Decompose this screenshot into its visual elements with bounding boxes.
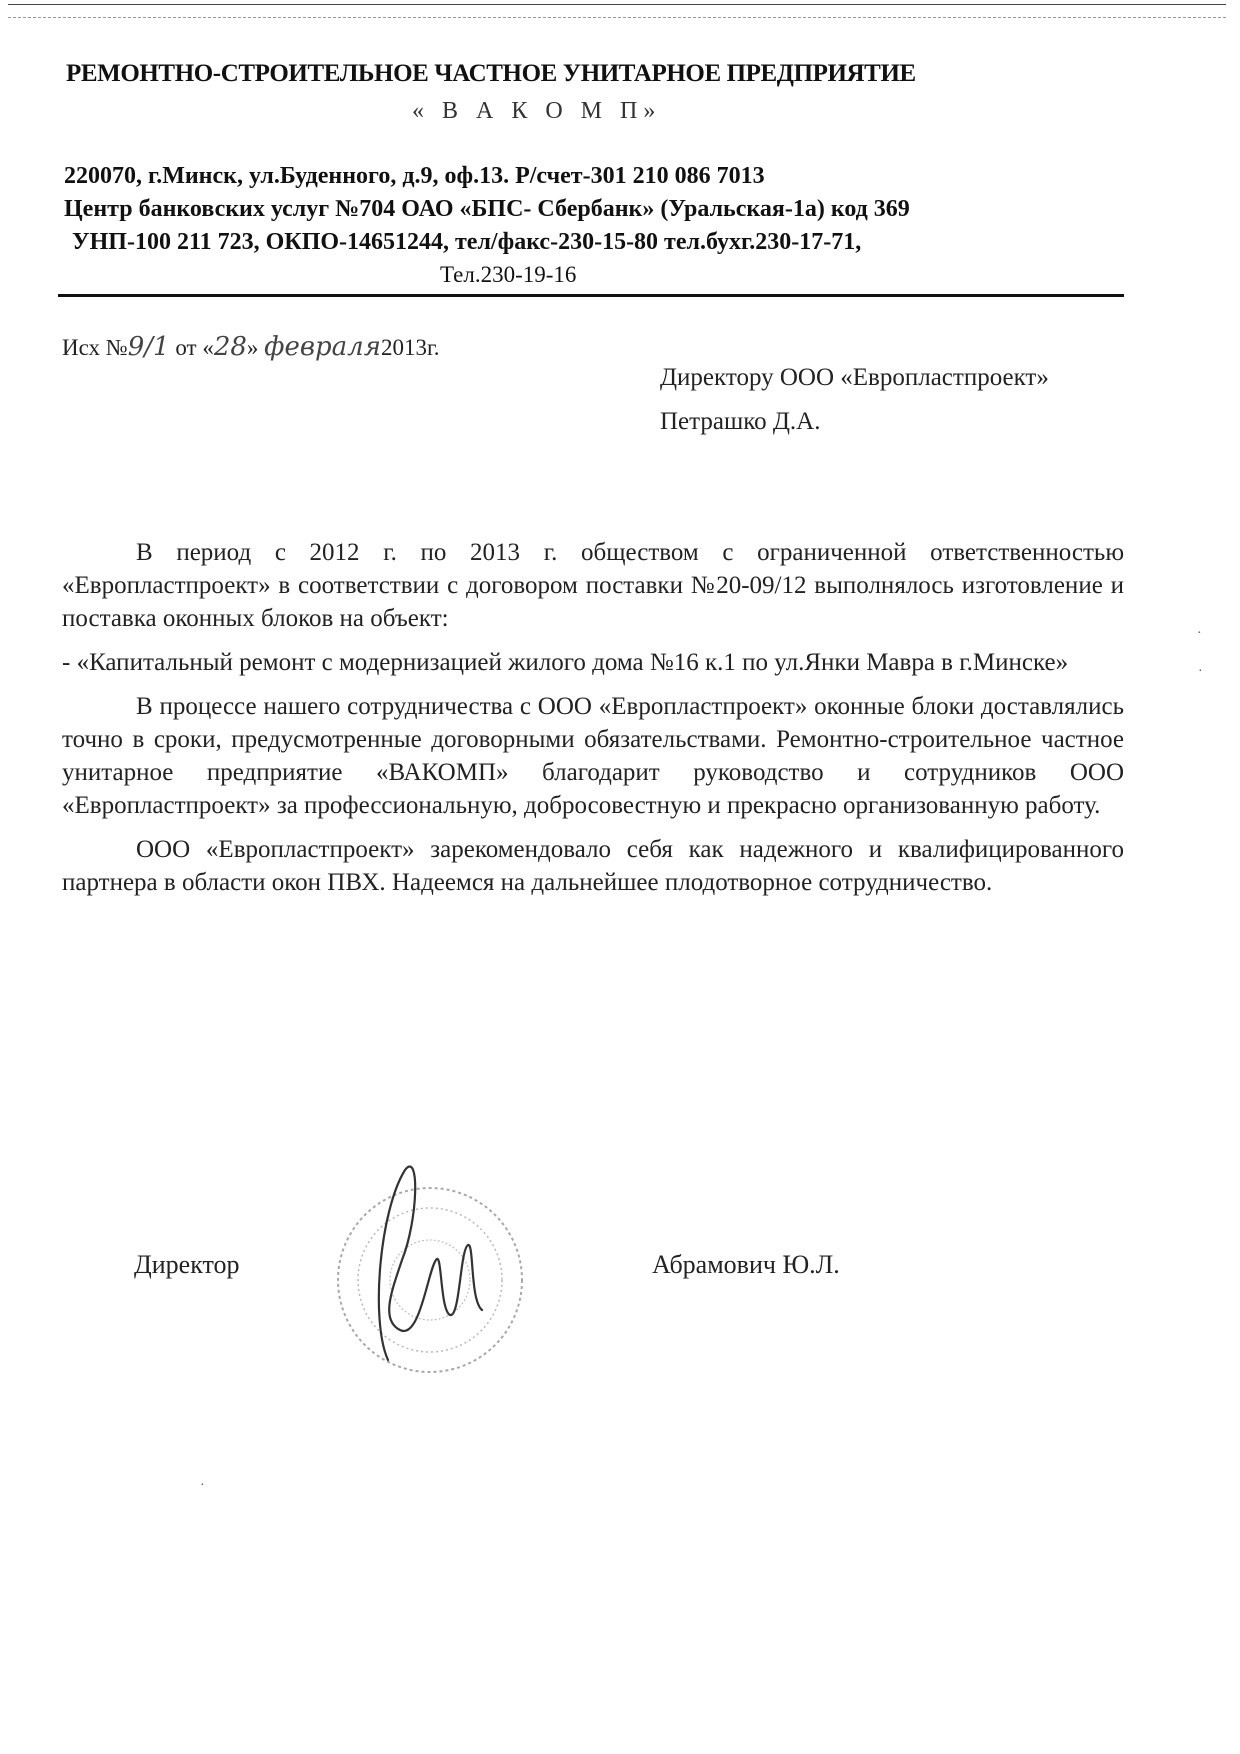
scan-speck: · — [1197, 626, 1202, 641]
signature-name: Абрамович Ю.Л. — [652, 1250, 840, 1279]
company-brand: « В А К О М П» — [412, 98, 662, 124]
ref-month: февраля — [264, 332, 381, 362]
ref-number: 9/1 — [127, 332, 170, 362]
ref-from: от — [175, 335, 197, 360]
ref-day: 28 — [213, 332, 247, 362]
signature-title: Директор — [134, 1250, 240, 1279]
scan-speck: · — [200, 1478, 205, 1493]
paragraph-3: В процессе нашего сотрудничества с ООО «Европластпроект» оконные блоки доставлялись точно в сроки, предусмотренные договорными обязательствами. Ремонтно-строительное частное унитарное предприятие «ВАКОМП» благодарит руководство и сотрудников ООО «Европластпроект» за профессиональную, добросовестную и прекрасно организованную работу. — [62, 693, 1124, 819]
paragraph-2: - «Капитальный ремонт с модернизацией жилого дома №16 к.1 по ул.Янки Мавра в г.Минске» — [62, 649, 1069, 676]
ref-quote-close: » — [246, 335, 259, 360]
ref-quote-open: « — [202, 335, 214, 360]
top-scan-line-dashed — [8, 17, 1226, 18]
addressee-line-1: Директору ООО «Европластпроект» — [660, 364, 1049, 391]
ref-year: 2013г. — [380, 335, 440, 360]
stamp-and-signature — [310, 1150, 550, 1390]
scan-speck: · — [1198, 664, 1203, 679]
ref-prefix: Исх № — [62, 335, 128, 360]
top-scan-line — [8, 4, 1226, 5]
address-line-4: Тел.230-19-16 — [440, 262, 577, 287]
address-line-2: Центр банковских услуг №704 ОАО «БПС- Сбербанк» (Уральская-1а) код 369 — [64, 196, 910, 222]
round-seal-icon — [310, 1150, 550, 1390]
letter-body — [62, 536, 1124, 899]
paragraph-4: ООО «Европластпроект» зарекомендовало себя как надежного и квалифицированного партнера в области окон ПВХ. Надеемся на дальнейшее плодотворное сотрудничество. — [62, 836, 1124, 896]
header-divider — [58, 294, 1124, 297]
company-name: РЕМОНТНО-СТРОИТЕЛЬНОЕ ЧАСТНОЕ УНИТАРНОЕ ПРЕДПРИЯТИЕ — [66, 60, 916, 87]
addressee-line-2: Петрашко Д.А. — [660, 408, 821, 435]
outgoing-reference — [62, 332, 440, 362]
address-line-1: 220070, г.Минск, ул.Буденного, д.9, оф.13. Р/счет-301 210 086 7013 — [64, 163, 765, 189]
address-line-3: УНП-100 211 723, ОКПО-14651244, тел/факс-230-15-80 тел.бухг.230-17-71, — [72, 229, 862, 255]
paragraph-1: В период с 2012 г. по 2013 г. обществом с ограниченной ответственностью «Европластпроект» в соответствии с договором поставки №20-09/12 выполнялось изготовление и поставка оконных блоков на объект: — [62, 539, 1124, 632]
